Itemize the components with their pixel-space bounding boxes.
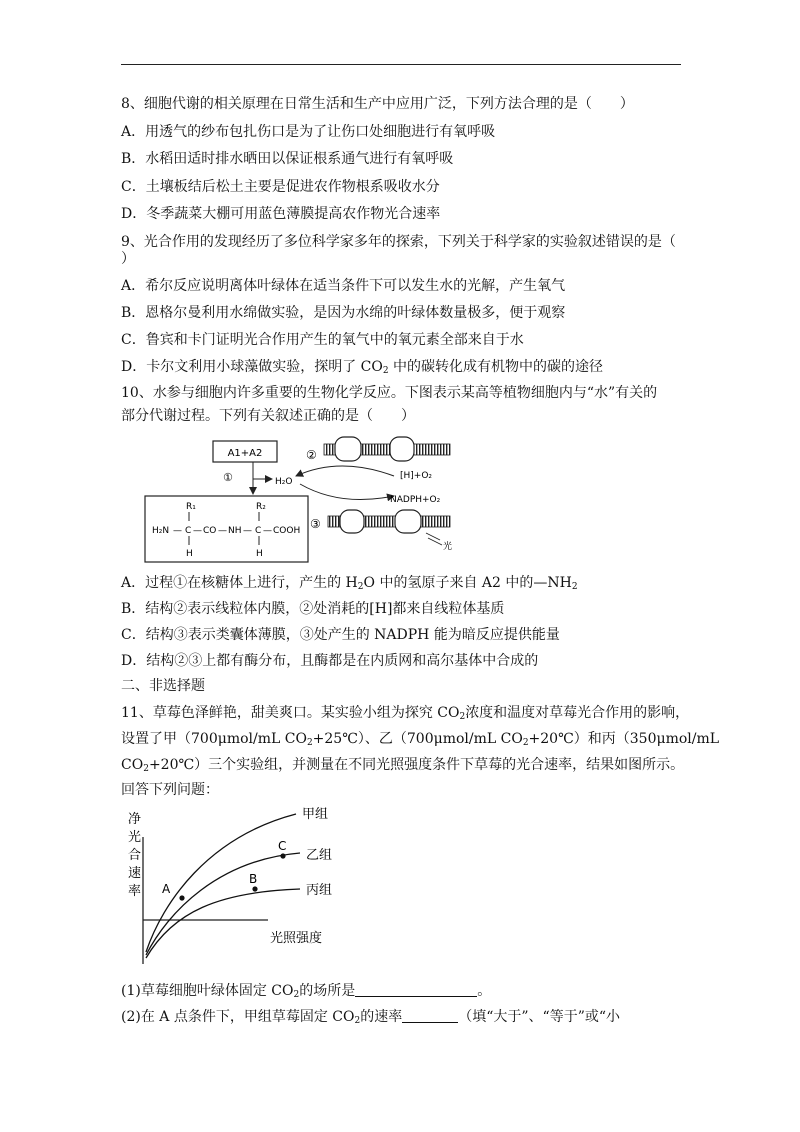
q9-option-c: C．鲁宾和卡门证明光合作用产生的氧气中的氧元素全部来自于水 <box>121 332 524 348</box>
q8-stem: 8、细胞代谢的相关原理在日常生活和生产中应用广泛，下列方法合理的是（ ） <box>121 96 634 112</box>
series-label-jia: 甲组 <box>302 807 329 822</box>
ylabel-char-2: 光 <box>128 830 142 845</box>
q11-sub-2: (2)在 A 点条件下，甲组草莓固定 $CO_2$的速率 （填“大于”、“等于”或“小 <box>121 1009 621 1026</box>
co-label: CO <box>203 526 217 536</box>
svg-text:—: — <box>243 526 252 536</box>
ylabel-char-4: 速 <box>128 866 142 881</box>
series-label-yi: 乙组 <box>306 848 333 863</box>
curve-bing <box>146 889 300 958</box>
q11-stem-1: 11、草莓色泽鲜艳，甜美爽口。某实验小组为探究 $CO_2$浓度和温度对草莓光合作用的影响， <box>121 705 690 722</box>
point-c <box>280 853 285 858</box>
svg-text:—: — <box>173 526 182 536</box>
q8-option-d: D．冬季蔬菜大棚可用蓝色薄膜提高农作物光合速率 <box>121 206 441 222</box>
q8-option-c: C．土壤板结后松土主要是促进农作物根系吸收水分 <box>121 179 440 195</box>
header-rule <box>121 64 681 65</box>
svg-text:H: H <box>256 549 263 559</box>
q10-stem-1: 10、水参与细胞内许多重要的生物化学反应。下图表示某高等植物细胞内与“水”有关的 <box>121 385 658 401</box>
mark-1: ① <box>223 471 233 484</box>
h-o2-label: [H]+O₂ <box>400 471 433 481</box>
q9-stem-cont: ） <box>121 251 135 267</box>
q9-stem: 9、光合作用的发现经历了多位科学家多年的探索，下列关于科学家的实验叙述错误的是（ <box>121 234 676 250</box>
metabolism-diagram <box>140 432 460 567</box>
light-label: 光 <box>443 542 453 552</box>
q8-option-a: A．用透气的纱布包扎伤口是为了让伤口处细胞进行有氧呼吸 <box>121 124 496 140</box>
q10-option-d: D．结构②③上都有酶分布，且酶都是在内质网和高尔基体中合成的 <box>121 653 539 669</box>
xlabel: 光照强度 <box>270 931 323 946</box>
q9-option-a: A．希尔反应说明离体叶绿体在适当条件下可以发生水的光解，产生氧气 <box>121 278 566 294</box>
svg-text:H: H <box>186 549 193 559</box>
q11-stem-4: 回答下列问题： <box>121 782 219 798</box>
answer-blank-1[interactable] <box>355 983 477 997</box>
photosynthesis-graph <box>118 802 343 972</box>
svg-text:C: C <box>255 526 262 536</box>
nadph-o2-label: NADPH+O₂ <box>390 495 441 505</box>
point-a <box>179 895 184 900</box>
q9-option-d: D．卡尔文利用小球藻做实验，探明了 $CO_2$ 中的碳转化成有机物中的碳的途径 <box>121 359 604 376</box>
a1-a2-label: A1+A2 <box>227 448 263 459</box>
q11-sub-1: (1)草莓细胞叶绿体固定 $CO_2$的场所是 。 <box>121 983 492 1000</box>
cooh-label: COOH <box>273 526 301 536</box>
point-b <box>252 886 257 891</box>
point-b-label: B <box>249 872 258 886</box>
q10-option-a: A．过程①在核糖体上进行，产生的 $H_2O$ 中的氢原子来自 A2 中的$—NH_2$ <box>121 575 578 592</box>
ylabel-char-1: 净 <box>128 812 142 827</box>
ylabel-char-5: 率 <box>128 884 142 899</box>
r2-label: R₂ <box>256 502 266 512</box>
ylabel-char-3: 合 <box>128 848 142 863</box>
q9-option-b: B．恩格尔曼利用水绵做实验，是因为水绵的叶绿体数量极多，便于观察 <box>121 305 566 321</box>
svg-text:C: C <box>185 526 192 536</box>
mark-2: ② <box>306 448 317 462</box>
section-heading: 二、非选择题 <box>121 678 205 694</box>
r1-label: R₁ <box>186 502 196 512</box>
answer-blank-2[interactable] <box>402 1009 458 1023</box>
q11-stem-3: $CO_2+20℃$）三个实验组，并测量在不同光照强度条件下草莓的光合速率，结果如图所示。 <box>121 757 685 774</box>
point-c-label: C <box>278 839 287 853</box>
h2n-label: H₂N <box>152 526 170 536</box>
point-a-label: A <box>162 882 171 896</box>
svg-text:—: — <box>193 526 202 536</box>
nh-label: NH <box>228 526 242 536</box>
mark-3: ③ <box>310 517 321 531</box>
q10-option-b: B．结构②表示线粒体内膜，②处消耗的[H]都来自线粒体基质 <box>121 601 505 617</box>
series-label-bing: 丙组 <box>306 883 333 898</box>
h2o-label: H₂O <box>275 477 293 487</box>
q10-stem-2: 部分代谢过程。下列有关叙述正确的是（ ） <box>121 408 415 424</box>
svg-text:—: — <box>218 526 227 536</box>
q8-option-b: B．水稻田适时排水晒田以保证根系通气进行有氧呼吸 <box>121 151 454 167</box>
svg-text:—: — <box>263 526 272 536</box>
q10-option-c: C．结构③表示类囊体薄膜，③处产生的 NADPH 能为暗反应提供能量 <box>121 627 560 643</box>
q11-stem-2: 设置了甲（700μmol/mL $CO_2+25℃$）、乙（700μmol/mL $CO_2+20℃$）和丙（350μmol/mL <box>121 731 720 748</box>
